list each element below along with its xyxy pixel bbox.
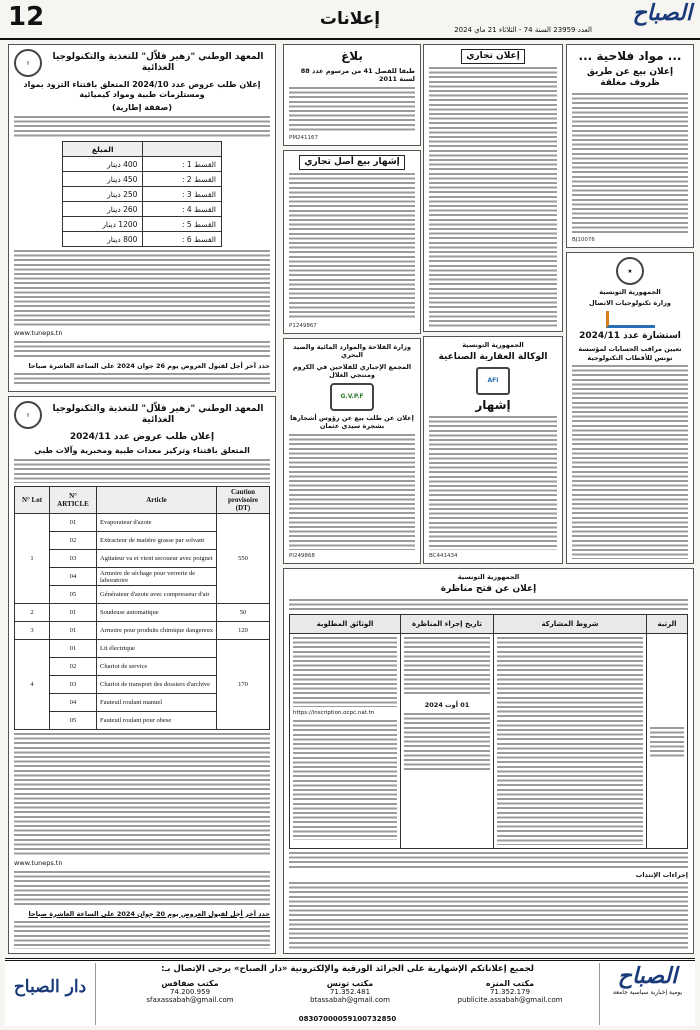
table-header-row (290, 614, 688, 633)
newspaper-tagline: يومية إخبارية سياسية جامعة (612, 989, 683, 996)
table-row (63, 217, 222, 232)
notice-intro: طبقا للفصل 41 من مرسوم عدد 88 لسنة 2011 (300, 67, 415, 84)
tender-website-link[interactable]: www.tuneps.tn (14, 329, 63, 338)
fine-print (572, 365, 688, 559)
ad-title: إعلان تجاري (461, 49, 525, 64)
dar-assabah-logo: دار الصباح (13, 977, 87, 997)
fine-print (429, 416, 557, 550)
fine-print (289, 882, 688, 949)
ad-commercial (423, 44, 563, 332)
ad-tech-ministry (566, 252, 694, 564)
article-number: 04 (50, 568, 97, 586)
page-number: 12 (8, 2, 45, 32)
article-name: Evaporateur d'azote (97, 514, 217, 532)
fine-print (293, 720, 397, 840)
table-header (143, 142, 222, 157)
issue-line: العدد 23959 السنة 74 - الثلاثاء 21 ماي 2024 (454, 26, 592, 34)
ad-subtitle: المتعلق باقتناء وتركيز معدات طبية ومخبرية وآلات طبي (34, 446, 250, 456)
fine-print (404, 713, 490, 773)
article-number: 02 (50, 658, 97, 676)
table-row (15, 604, 270, 622)
table-row (63, 172, 222, 187)
footer-headline: لجميع إعلاناتكم الإشهارية على الجرائد الورقية والإلكترونية «دار الصباح» يرجى الإتصال بـ: (161, 964, 534, 974)
fine-print (14, 921, 270, 949)
ad-reference: P1249867 (289, 323, 317, 329)
newspaper-logo: الصباح (617, 963, 678, 989)
ad-inn-tender-10 (8, 44, 276, 392)
table-row (15, 514, 270, 532)
article-name: Chariot de service (97, 658, 217, 676)
ad-header (14, 401, 270, 429)
article-name: Générateur d'azote avec compresseur d'air (97, 586, 217, 604)
ad-title: إعلان عن فتح مناظرة (440, 584, 537, 595)
table-row (63, 202, 222, 217)
registration-link[interactable]: https://inscription.ocpc.nat.tn (293, 709, 375, 716)
article-number: 03 (50, 676, 97, 694)
deadline-text: حدد آخر أجل لقبول العروض يوم 26 جوان 2024 على الساعة العاشرة صباحا (28, 361, 270, 370)
office-name: مكتب صفاقس (161, 979, 219, 988)
table-row (63, 232, 222, 247)
ad-reference: BC441434 (429, 553, 458, 559)
table-header-row (15, 487, 270, 514)
office-sfax (115, 979, 265, 1004)
office-menzah (435, 979, 585, 1004)
lot-number: 1 (15, 514, 50, 604)
ad-subtitle: تعيين مراقب الحسابات لمؤسسة تونس للأقطاب التكنولوجية (578, 345, 682, 362)
lot-number: 2 (15, 604, 50, 622)
technopoles-logo-icon (606, 311, 655, 328)
table-header: الوثائق المطلوبة (290, 614, 401, 633)
institute-logo-icon: ⚕ (14, 49, 42, 77)
table-header: شروط المشاركة (494, 614, 647, 633)
fine-print (293, 637, 397, 707)
table-header: N° ARTICLE (50, 487, 97, 514)
fine-print (14, 871, 270, 907)
ad-reference: PM241167 (289, 135, 319, 141)
installment-label: القسط 5 : (143, 217, 222, 232)
fine-print (14, 733, 270, 856)
table-header: N° Lot (15, 487, 50, 514)
lots-table (14, 486, 270, 730)
fine-print (14, 250, 270, 326)
article-number: 01 (50, 622, 97, 640)
page-footer (5, 958, 695, 1026)
ad-notice (283, 44, 421, 146)
newspaper-logo: الصباح (632, 0, 692, 26)
office-name: مكتب المنزه (485, 979, 535, 988)
ad-title: إعلان طلب عروض عدد 2024/10 المتعلق باقتناء التزود بمواد ومستلزمات طبية ومواد كيميائية (23, 80, 261, 99)
article-name: Agitateur va et vient secoueur avec poignet (97, 550, 217, 568)
lot-number: 3 (15, 622, 50, 640)
fine-print (289, 173, 415, 320)
date-cell (401, 633, 494, 848)
article-name: Lit électrique (97, 640, 217, 658)
fine-print (14, 459, 270, 483)
article-name: Fauteuil roulant pour obese (97, 712, 217, 730)
fine-print (497, 637, 643, 845)
republic-emblem-icon: ★ (616, 257, 644, 285)
table-header: Caution provisoire (DT) (217, 487, 270, 514)
office-phone[interactable]: 71.352.179 (489, 988, 531, 996)
fine-print (289, 434, 415, 550)
fine-print (289, 852, 688, 868)
installment-label: القسط 3 : (143, 187, 222, 202)
article-number: 02 (50, 532, 97, 550)
office-phone[interactable]: 74.200.959 (169, 988, 211, 996)
ad-contest (283, 568, 694, 954)
office-email[interactable]: btassabah@gmail.com (310, 996, 390, 1004)
ad-title: إشهار بيع أصل تجاري (299, 155, 405, 170)
ministry-name: وزارة تكنولوجيات الاتصال (589, 299, 671, 308)
caution-amount: 120 (217, 622, 270, 640)
procedures-heading: إجراءات الإنتداب (635, 870, 688, 879)
article-number: 01 (50, 514, 97, 532)
fine-print (289, 599, 688, 611)
country-name: الجمهورية التونسية (457, 573, 520, 581)
caution-amount: 170 (217, 640, 270, 730)
conditions-cell (494, 633, 647, 848)
office-tunis (275, 979, 425, 1004)
fine-print (650, 727, 684, 757)
footer-logo-left (5, 963, 96, 1025)
institute-name: المعهد الوطني "زهير فلاّل" للتغذية والتكنولوجيا الغذائية (52, 51, 264, 73)
afi-logo-icon: AFI (476, 367, 510, 395)
office-name: مكتب تونس (326, 979, 374, 988)
caution-amount: 50 (217, 604, 270, 622)
ad-inn-tender-11 (8, 396, 276, 954)
footer-logo-right (599, 963, 695, 1025)
ad-afi (423, 336, 563, 564)
installment-amount: 250 دينار (63, 187, 143, 202)
ad-title: استشارة عدد 2024/11 (579, 330, 681, 341)
agency-name: الوكالة العقارية الصناعية (438, 352, 548, 363)
table-row (15, 622, 270, 640)
fine-print (289, 87, 415, 132)
deadline-text: حدد آخر أجل لقبول العروض يوم 20 جوان 2024 على الساعة العاشرة صباحا (28, 909, 270, 918)
ad-agri-ministry (283, 338, 421, 564)
article-name: Extracteur de matière grasse par solvant (97, 532, 217, 550)
installments-table (62, 141, 222, 247)
article-name: Soudeuse automatique (97, 604, 217, 622)
fine-print (429, 67, 557, 327)
table-header: تاريخ إجراء المناظرة (401, 614, 494, 633)
article-number: 05 (50, 586, 97, 604)
ad-title: إعلان بيع عن طريق ظروف مغلقة (586, 67, 674, 89)
ministry-name: وزارة الفلاحة والموارد المائية والصيد البحري (292, 343, 412, 360)
table-header-row (63, 142, 222, 157)
table-row (290, 633, 688, 848)
installment-amount: 260 دينار (63, 202, 143, 217)
installment-amount: 450 دينار (63, 172, 143, 187)
table-header: الرتبة (647, 614, 688, 633)
table-row (63, 187, 222, 202)
office-email[interactable]: sfaxassabah@gmail.com (146, 996, 234, 1004)
article-name: Chariot de transport des dossiers d'archive (97, 676, 217, 694)
caution-amount: 550 (217, 514, 270, 604)
group-name: المجمع الإجباري للفلاحين في الكروم ومنتجي الغلال (292, 362, 412, 380)
article-name: Armoire de séchage pour verrerie de laboratoire (97, 568, 217, 586)
article-name: Armoire pour produits chimique dangereux (97, 622, 217, 640)
ad-title: إعلان عن طلب بيع عن رؤوس أشجارها بشجرة سيدي عثمان (290, 413, 414, 431)
fine-print (14, 116, 270, 138)
ad-title: إعلان طلب عروض عدد 2024/11 (69, 432, 215, 442)
contest-table (289, 614, 688, 849)
table-header: Article (97, 487, 217, 514)
office-email[interactable]: publicite.assabah@gmail.com (457, 996, 563, 1004)
ad-reference: BJ10076 (572, 237, 595, 243)
fine-print (14, 373, 270, 387)
article-number: 01 (50, 604, 97, 622)
installment-label: القسط 6 : (143, 232, 222, 247)
office-phone[interactable]: 71.352.481 (329, 988, 371, 996)
country-name: الجمهورية التونسية (462, 341, 524, 349)
article-number: 03 (50, 550, 97, 568)
table-row (63, 157, 222, 172)
ad-kicker: ... مواد فلاحية ... (578, 49, 682, 63)
installment-label: القسط 4 : (143, 202, 222, 217)
lot-number: 4 (15, 640, 50, 730)
documents-cell (290, 633, 401, 848)
ad-agri-sale (566, 44, 694, 248)
article-number: 05 (50, 712, 97, 730)
installment-amount: 400 دينار (63, 157, 143, 172)
ad-reference: PI249868 (289, 553, 315, 559)
article-number: 04 (50, 694, 97, 712)
framework-note: (صفقة إطارية) (112, 103, 172, 112)
ad-header (14, 49, 270, 77)
fine-print (572, 93, 688, 235)
table-header: المبلغ (63, 142, 143, 157)
grade-cell (647, 633, 688, 848)
installment-amount: 1200 دينار (63, 217, 143, 232)
section-title: إعلانات (319, 9, 381, 29)
tender-website-link[interactable]: www.tuneps.tn (14, 859, 63, 868)
bank-account: 08307000059100732850 (298, 1015, 397, 1023)
installment-amount: 800 دينار (63, 232, 143, 247)
country-name: الجمهورية التونسية (599, 288, 661, 296)
article-number: 01 (50, 640, 97, 658)
fine-print (14, 341, 270, 359)
ad-title: بلاغ (341, 49, 363, 63)
institute-logo-icon: ⚕ (14, 401, 42, 429)
ad-business-sale (283, 150, 421, 334)
ad-title: إشهار (475, 397, 511, 412)
table-row (15, 640, 270, 658)
contest-date: 01 أوت 2024 (424, 700, 470, 709)
page-header (0, 0, 700, 40)
article-name: Fauteuil roulant manuel (97, 694, 217, 712)
institute-name: المعهد الوطني "زهير فلاّل" للتغذية والتكنولوجيا الغذائية (52, 403, 264, 425)
installment-label: القسط 2 : (143, 172, 222, 187)
fine-print (404, 637, 490, 697)
gvpf-logo-icon: G.V.P.F (330, 383, 374, 411)
installment-label: القسط 1 : (143, 157, 222, 172)
